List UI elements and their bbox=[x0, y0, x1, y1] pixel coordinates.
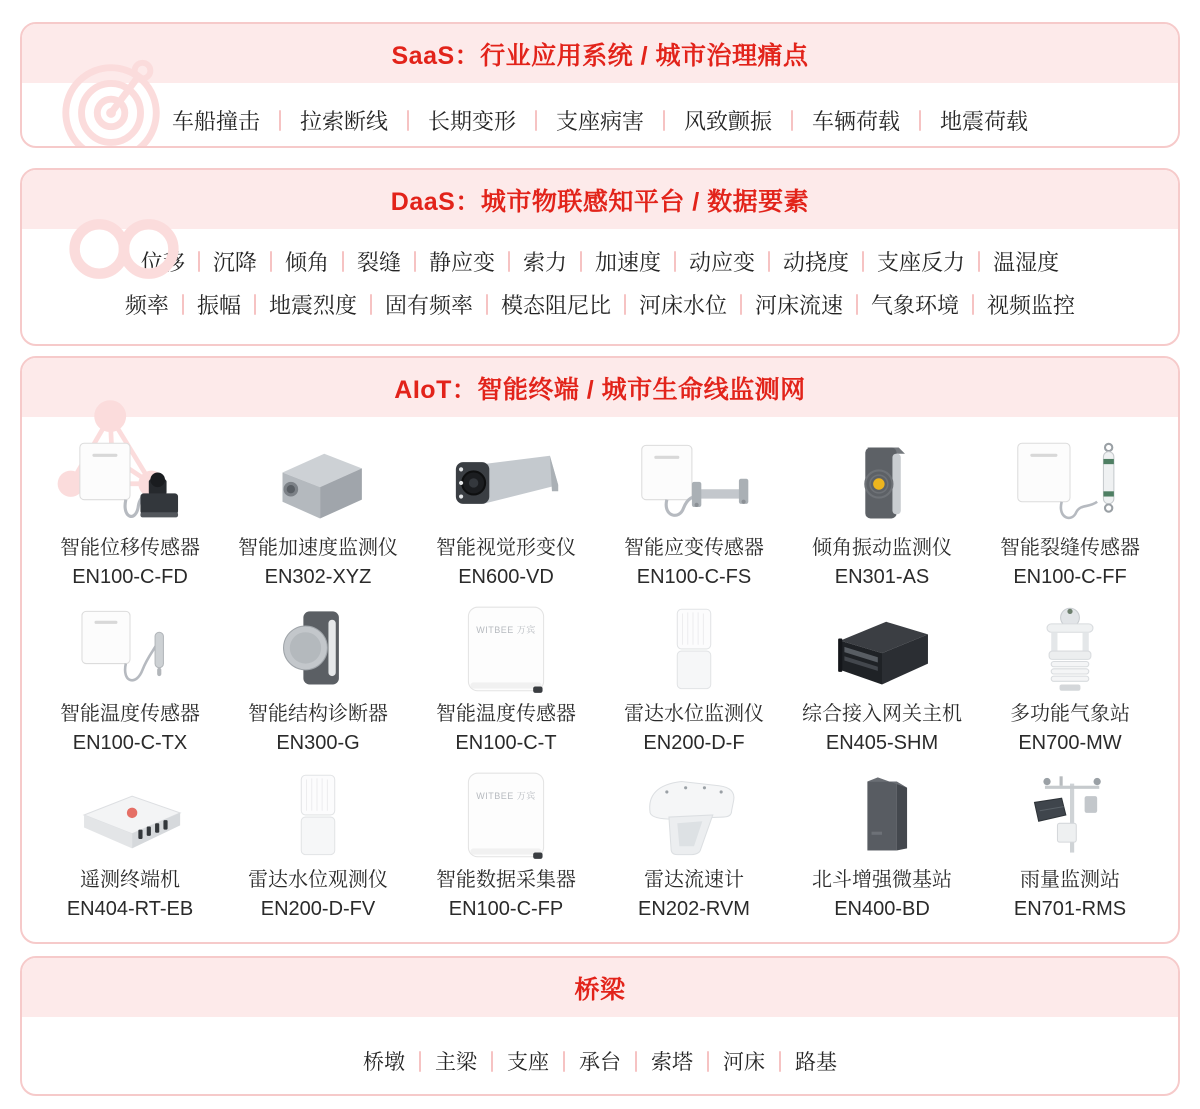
device-brand-label: WITBEE 万宾 bbox=[476, 625, 536, 635]
saas-item-list bbox=[153, 105, 1047, 136]
product-card bbox=[788, 433, 976, 589]
list-item: 索塔 bbox=[651, 1051, 693, 1074]
product-model: EN200-D-FV bbox=[260, 898, 376, 920]
saas-title: SaaS：行业应用系统 / 城市治理痛点 bbox=[391, 42, 809, 70]
product-name: 智能裂缝传感器 bbox=[1000, 537, 1140, 559]
product-image-wrap bbox=[600, 433, 788, 531]
product-image-wrap bbox=[412, 433, 600, 531]
product-name: 倾角振动监测仪 bbox=[812, 537, 952, 559]
product-model: EN100-C-TX bbox=[72, 732, 188, 754]
list-item: 地震荷载 bbox=[940, 108, 1029, 134]
product-image-wrap bbox=[36, 765, 224, 863]
product-card bbox=[36, 599, 224, 755]
product-model: EN100-C-T bbox=[455, 732, 557, 754]
product-model: EN300-G bbox=[276, 732, 360, 754]
product-card bbox=[412, 765, 600, 921]
product-card bbox=[976, 599, 1164, 755]
product-card bbox=[788, 765, 976, 921]
product-card bbox=[36, 433, 224, 589]
product-name: 综合接入网关主机 bbox=[802, 703, 962, 725]
product-card bbox=[412, 599, 600, 755]
list-item: 地震烈度 bbox=[268, 293, 357, 318]
aiot-header bbox=[22, 358, 1178, 417]
gateway-rack-image bbox=[816, 603, 948, 697]
product-image-wrap bbox=[224, 433, 412, 531]
product-image-wrap bbox=[224, 599, 412, 697]
product-image-wrap bbox=[600, 765, 788, 863]
product-image-wrap bbox=[976, 433, 1164, 531]
displacement-sensor-image bbox=[64, 437, 196, 531]
list-item: 车船撞击 bbox=[171, 108, 260, 134]
product-card bbox=[600, 599, 788, 755]
product-name: 智能位移传感器 bbox=[60, 537, 200, 559]
list-item: 温湿度 bbox=[993, 250, 1060, 275]
product-image-wrap bbox=[788, 599, 976, 697]
bridge-title: 桥梁 bbox=[574, 976, 626, 1004]
product-model: EN701-RMS bbox=[1013, 898, 1127, 920]
bridge-panel bbox=[20, 956, 1180, 1096]
product-image-wrap bbox=[976, 599, 1164, 697]
product-card bbox=[224, 765, 412, 921]
product-card bbox=[788, 599, 976, 755]
product-model: EN100-C-FS bbox=[636, 566, 752, 588]
list-item: 承台 bbox=[579, 1051, 621, 1074]
product-model: EN404-RT-EB bbox=[66, 898, 194, 920]
acceleration-monitor-image bbox=[252, 437, 384, 531]
product-name: 智能加速度监测仪 bbox=[238, 537, 398, 559]
product-name: 多功能气象站 bbox=[1010, 703, 1130, 725]
product-image-wrap bbox=[224, 765, 412, 863]
list-item: 河床流速 bbox=[755, 293, 844, 318]
telemetry-terminal-image bbox=[64, 769, 196, 863]
product-card bbox=[412, 433, 600, 589]
tilt-vibration-monitor-image bbox=[816, 437, 948, 531]
list-item: 视频监控 bbox=[987, 293, 1076, 318]
product-model: EN100-C-FP bbox=[448, 898, 564, 920]
crack-sensor-image bbox=[1004, 437, 1136, 531]
product-image-wrap bbox=[788, 765, 976, 863]
product-card bbox=[976, 765, 1164, 921]
list-item: 动应变 bbox=[689, 250, 756, 275]
product-model: EN700-MW bbox=[1018, 732, 1122, 754]
saas-panel bbox=[20, 22, 1180, 148]
weather-station-pole-image bbox=[1004, 769, 1136, 863]
product-card bbox=[224, 433, 412, 589]
product-name: 雷达流速计 bbox=[644, 869, 744, 891]
daas-item-list-row1 bbox=[22, 246, 1178, 277]
product-model: EN200-D-F bbox=[643, 732, 745, 754]
daas-title: DaaS：城市物联感知平台 / 数据要素 bbox=[390, 188, 810, 216]
aiot-panel bbox=[20, 356, 1180, 944]
product-card bbox=[36, 765, 224, 921]
product-name: 智能数据采集器 bbox=[436, 869, 576, 891]
product-name: 雷达水位观测仪 bbox=[248, 869, 388, 891]
structure-diagnoser-image bbox=[252, 603, 384, 697]
list-item: 静应变 bbox=[428, 250, 495, 275]
weather-sensor-image bbox=[1004, 603, 1136, 697]
list-item: 位移 bbox=[140, 250, 185, 275]
product-model: EN202-RVM bbox=[638, 898, 750, 920]
product-name: 雨量监测站 bbox=[1020, 869, 1120, 891]
list-item: 支座病害 bbox=[555, 108, 644, 134]
saas-header bbox=[22, 24, 1178, 83]
product-image-wrap bbox=[412, 765, 600, 863]
product-name: 智能视觉形变仪 bbox=[436, 537, 576, 559]
product-card bbox=[600, 433, 788, 589]
product-model: EN100-C-FF bbox=[1013, 566, 1127, 588]
product-name: 雷达水位监测仪 bbox=[624, 703, 764, 725]
product-model: EN400-BD bbox=[834, 898, 930, 920]
device-brand-label: WITBEE 万宾 bbox=[476, 791, 536, 801]
product-name: 智能结构诊断器 bbox=[248, 703, 388, 725]
list-item: 风致颤振 bbox=[684, 108, 773, 134]
product-model: EN405-SHM bbox=[825, 732, 939, 754]
white-tower-device-image bbox=[628, 603, 760, 697]
list-item: 拉索断线 bbox=[299, 108, 388, 134]
product-name: 遥测终端机 bbox=[80, 869, 180, 891]
dark-tower-device-image bbox=[816, 769, 948, 863]
flat-panel-device-image bbox=[440, 769, 572, 863]
vision-deformation-camera-image bbox=[440, 437, 572, 531]
radar-flow-meter-image bbox=[628, 769, 760, 863]
list-item: 主梁 bbox=[435, 1051, 477, 1074]
list-item: 模态阻尼比 bbox=[500, 293, 611, 318]
product-name: 智能温度传感器 bbox=[60, 703, 200, 725]
list-item: 加速度 bbox=[595, 250, 662, 275]
list-item: 频率 bbox=[124, 293, 169, 318]
product-model: EN600-VD bbox=[458, 566, 554, 588]
list-item: 支座反力 bbox=[877, 250, 966, 275]
product-model: EN302-XYZ bbox=[264, 566, 372, 588]
list-item: 动挠度 bbox=[783, 250, 850, 275]
list-item: 支座 bbox=[507, 1051, 549, 1074]
product-image-wrap bbox=[976, 765, 1164, 863]
list-item: 长期变形 bbox=[427, 108, 516, 134]
product-image-wrap bbox=[36, 433, 224, 531]
flat-panel-device-image bbox=[440, 603, 572, 697]
product-model: EN301-AS bbox=[834, 566, 930, 588]
product-image-wrap bbox=[36, 599, 224, 697]
bridge-header bbox=[22, 958, 1178, 1017]
white-tower-device-image bbox=[252, 769, 384, 863]
list-item: 裂缝 bbox=[356, 250, 401, 275]
product-image-wrap bbox=[412, 599, 600, 697]
list-item: 路基 bbox=[795, 1051, 837, 1074]
product-model: EN100-C-FD bbox=[72, 566, 188, 588]
product-image-wrap bbox=[788, 433, 976, 531]
bridge-item-list bbox=[349, 1046, 851, 1076]
list-item: 河床水位 bbox=[639, 293, 728, 318]
product-card bbox=[600, 765, 788, 921]
aiot-title: AIoT：智能终端 / 城市生命线监测网 bbox=[394, 376, 806, 404]
list-item: 车辆荷载 bbox=[812, 108, 901, 134]
daas-panel bbox=[20, 168, 1180, 346]
list-item: 沉降 bbox=[212, 250, 257, 275]
strain-sensor-image bbox=[628, 437, 760, 531]
product-grid bbox=[22, 417, 1178, 921]
daas-item-list-row2 bbox=[22, 289, 1178, 320]
product-card bbox=[224, 599, 412, 755]
product-card bbox=[976, 433, 1164, 589]
list-item: 索力 bbox=[522, 250, 567, 275]
product-name: 智能应变传感器 bbox=[624, 537, 764, 559]
temperature-sensor-image bbox=[64, 603, 196, 697]
list-item: 振幅 bbox=[196, 293, 241, 318]
list-item: 河床 bbox=[723, 1051, 765, 1074]
list-item: 固有频率 bbox=[384, 293, 473, 318]
list-item: 倾角 bbox=[284, 250, 329, 275]
product-name: 智能温度传感器 bbox=[436, 703, 576, 725]
product-name: 北斗增强微基站 bbox=[812, 869, 952, 891]
daas-header bbox=[22, 170, 1178, 229]
list-item: 桥墩 bbox=[363, 1051, 405, 1074]
product-image-wrap bbox=[600, 599, 788, 697]
list-item: 气象环境 bbox=[871, 293, 960, 318]
